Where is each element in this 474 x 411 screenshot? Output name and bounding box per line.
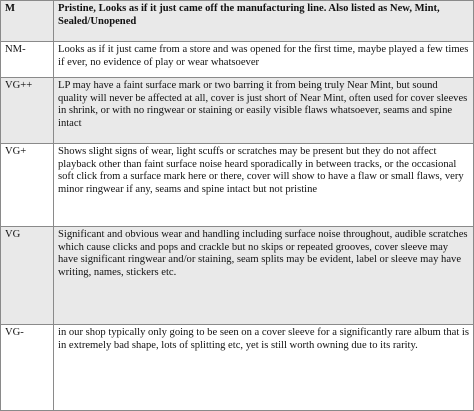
description-cell: Significant and obvious wear and handling including surface noise throughout, audible scratches which cause clicks and pops and crackle but no skips or repeated grooves, cover sleeve may have significant ringwear and/or staining, seam splits may be evident, label or sleeve may have writing, names, stickers etc. (54, 227, 474, 325)
grade-cell: M (1, 1, 54, 42)
grade-cell: VG (1, 227, 54, 325)
grade-cell: VG++ (1, 78, 54, 144)
table-row (1, 144, 474, 227)
description-cell: LP may have a faint surface mark or two barring it from being truly Near Mint, but sound quality will never be affected at all, cover is just short of Near Mint, often used for cover sleeves in shrink, or with no ringwear or staining or easily visible flaws whatsoever, seams and spine intact (54, 78, 474, 144)
table-row (1, 1, 474, 42)
description-cell: Looks as if it just came from a store and was opened for the first time, maybe played a few times if ever, no evidence of play or wear whatsoever (54, 42, 474, 78)
table-row (1, 325, 474, 411)
description-cell: Shows slight signs of wear, light scuffs or scratches may be present but they do not affect playback other than faint surface noise heard sporadically in between tracks, or the occasional soft click from a surface mark here or there, cover will show to have a flaw or small flaws, very minor ringwear if any, seams and spine intact but not pristine (54, 144, 474, 227)
grade-cell: VG+ (1, 144, 54, 227)
description-cell: in our shop typically only going to be seen on a cover sleeve for a significantly rare album that is in extremely bad shape, lots of splitting etc, yet is still worth owning due to its rarity. (54, 325, 474, 411)
table-row (1, 78, 474, 144)
description-cell: Pristine, Looks as if it just came off the manufacturing line. Also listed as New, Mint, Sealed/Unopened (54, 1, 474, 42)
table-row (1, 42, 474, 78)
grade-cell: NM- (1, 42, 54, 78)
table-row (1, 227, 474, 325)
grade-cell: VG- (1, 325, 54, 411)
